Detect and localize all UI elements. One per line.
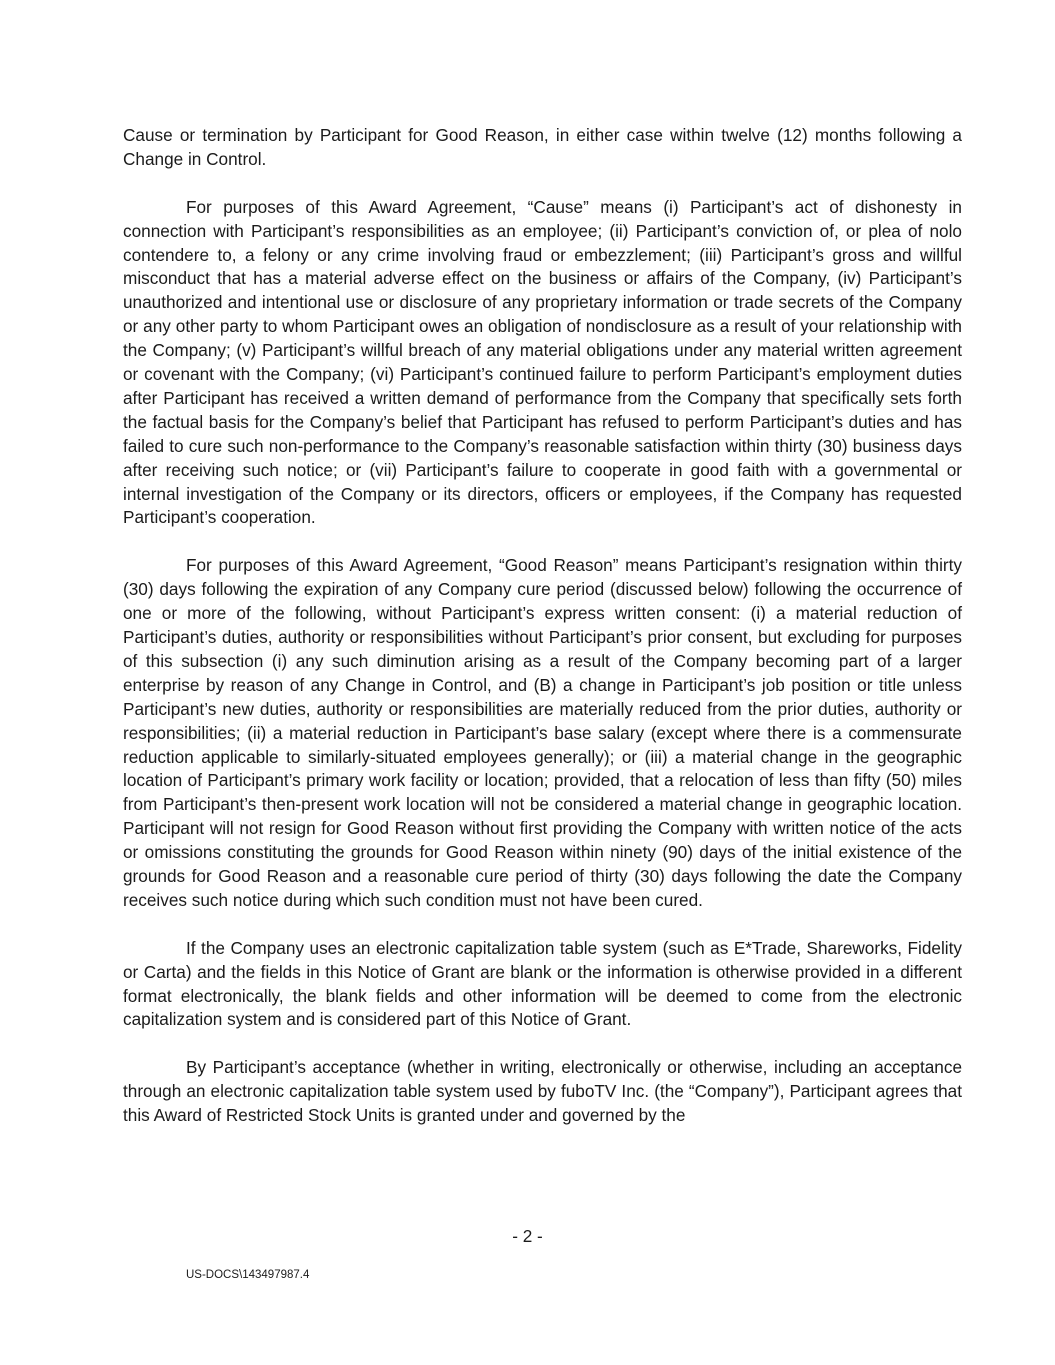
paragraph-cause-continuation: Cause or termination by Participant for Good Reason, in either case within twelve (12) months following a Change in Control. [123, 125, 962, 169]
paragraph-acceptance: By Participant’s acceptance (whether in writing, electronically or otherwise, including an acceptance through an electronic capitalization table system used by fuboTV Inc. (the “Company”), Participant agrees that this Award of Restricted Stock Units is granted under and governed by the [123, 1057, 962, 1126]
document-id-footer: US-DOCS\143497987.4 [186, 1269, 310, 1281]
paragraph-electronic-cap-table: If the Company uses an electronic capitalization table system (such as E*Trade, Shareworks, Fidelity or Carta) and the fields in this Notice of Grant are blank or the information is otherwise provided in a different format electronically, the blank fields and other information will be deemed to come from the electronic capitalization system and is considered part of this Notice of Grant. [123, 937, 962, 1030]
document-body [123, 124, 962, 1152]
paragraph-cause-definition: For purposes of this Award Agreement, “Cause” means (i) Participant’s act of dishonesty in connection with Participant’s responsibilities as an employee; (ii) Participant’s conviction of, or plea of nolo contendere to, a felony or any crime involving fraud or embezzlement; (iii) Participant’s gross and willful misconduct that has a material adverse effect on the business or affairs of the Company, (iv) Participant’s unauthorized and intentional use or disclosure of any proprietary information or trade secrets of the Company or any other party to whom Participant owes an obligation of nondisclosure as a result of your relationship with the Company; (v) Participant’s willful breach of any material obligations under any material written agreement or covenant with the Company; (vi) Participant’s continued failure to perform Participant’s employment duties after Participant has received a written demand of performance from the Company that specifically sets forth the factual basis for the Company’s belief that Participant has refused to perform Participant’s duties and has failed to cure such non-performance to the Company’s reasonable satisfaction within thirty (30) business days after receiving such notice; or (vii) Participant’s failure to cooperate in good faith with a governmental or internal investigation of the Company or its directors, officers or employees, if the Company has requested Participant’s cooperation. [123, 196, 962, 528]
page-number: - 2 - [512, 1226, 543, 1246]
paragraph-good-reason-definition: For purposes of this Award Agreement, “Good Reason” means Participant’s resignation within thirty (30) days following the expiration of any Company cure period (discussed below) following the occurrence of one or more of the following, without Participant’s express written consent: (i) a material reduction of Participant’s duties, authority or responsibilities without Participant’s prior consent, but excluding for purposes of this subsection (i) any such diminution arising as a result of the Company becoming part of a larger enterprise by reason of any Change in Control, and (B) a change in Participant’s job position or title unless Participant’s new duties, authority or responsibilities are materially reduced from the prior duties, authority or responsibilities; (ii) a material reduction in Participant’s base salary (except where there is a commensurate reduction applicable to similarly-situated employees generally); or (iii) a material change in the geographic location of Participant’s primary work facility or location; provided, that a relocation of less than fifty (50) miles from Participant’s then-present work location will not be considered a material change in geographic location. Participant will not resign for Good Reason without first providing the Company with written notice of the acts or omissions constituting the grounds for Good Reason within ninety (90) days of the initial existence of the grounds for Good Reason and a reasonable cure period of thirty (30) days following the date the Company receives such notice during which such condition must not have been cured. [123, 555, 962, 910]
